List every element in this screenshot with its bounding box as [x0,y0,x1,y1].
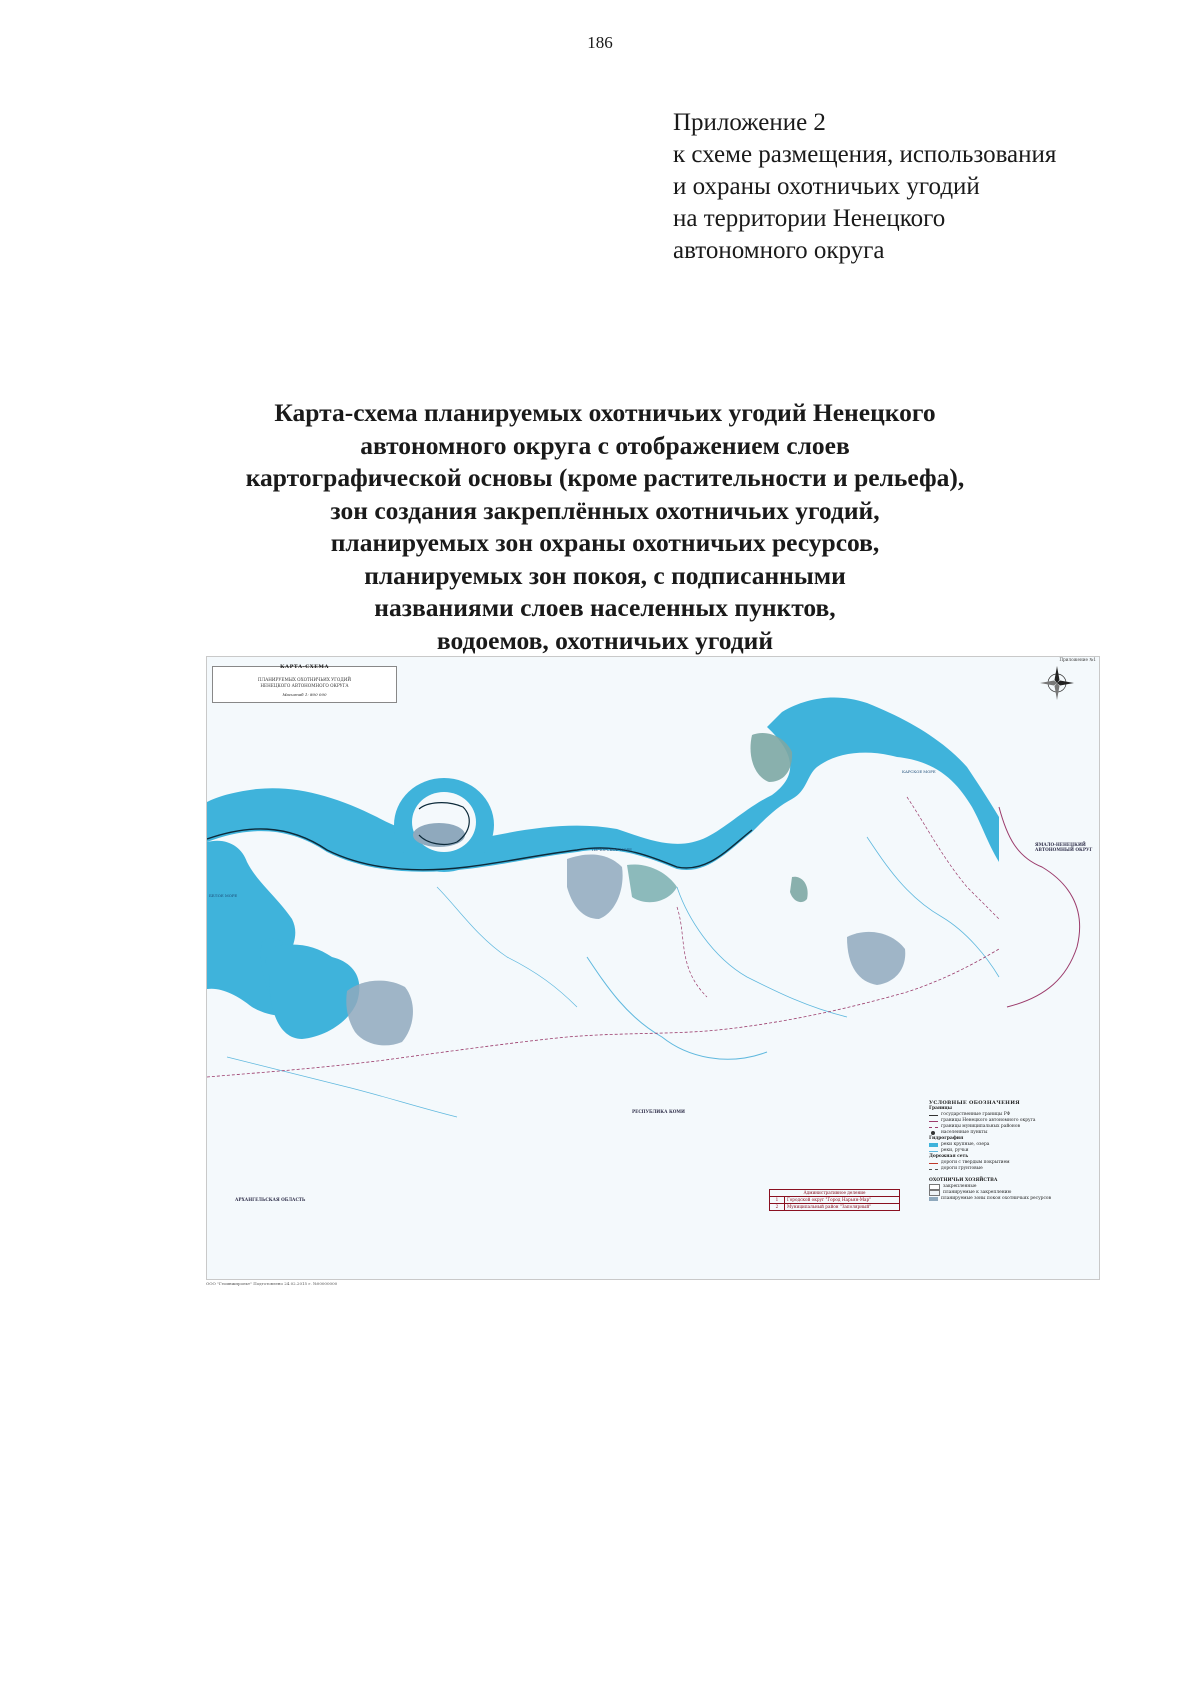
appendix-block [673,107,1056,267]
legend-label: дороги с твердым покрытием [941,1160,1010,1165]
sheet-code: Приложение №1 [1059,657,1096,662]
region-label-komi: РЕСПУБЛИКА КОМИ [632,1109,685,1114]
title-line: названиями слоев населенных пунктов, [374,593,836,622]
legend-label: планируемые зоны покоя охотничьих ресурсов [941,1196,1052,1201]
appendix-line: и охраны охотничьих угодий [673,173,980,200]
map-footer-note: ООО "Геоинжпроект" Подготовлено 24.02.2015 г. №00000000 [206,1281,338,1286]
legend-swatch [929,1143,938,1147]
legend-swatch [929,1115,938,1116]
legend-section-title: ОХОТНИЧЬИ ХОЗЯЙСТВА [929,1178,998,1183]
appendix-line: на территории Ненецкого [673,205,946,232]
legend-swatch [929,1127,938,1128]
legend-label: реки, ручьи [941,1148,969,1153]
legend-label: закрепленные [943,1184,977,1189]
admin-table-name: Муниципальный район "Заполярный" [785,1204,900,1211]
legend-label: дороги грунтовые [941,1166,983,1171]
title-line: планируемых зон охраны охотничьих ресурсов, [330,528,880,557]
legend-section-title: Границы [929,1106,953,1111]
legend-label: государственные границы РФ [941,1112,1011,1117]
map-header [212,666,397,703]
title-line: автономного округа с отображением слоев [360,430,850,460]
legend-heading: УСЛОВНЫЕ ОБОЗНАЧЕНИЯ [929,1100,1020,1106]
admin-table-heading: Административное деление [770,1190,900,1197]
legend-label: населенные пункты [941,1130,988,1135]
title-line: водоемов, охотничьих угодий [436,625,774,655]
legend-swatch [929,1169,938,1170]
document-title [150,397,1060,657]
legend-row [929,1196,1097,1202]
title-line: зон создания закреплённых охотничьих угодий, [330,495,880,525]
map-legend [929,1100,1097,1202]
legend-swatch [931,1131,935,1135]
appendix-line: Приложение 2 [673,109,826,136]
admin-table-number: 2 [770,1204,785,1211]
sea-label-white: БЕЛОЕ МОРЕ [209,893,238,898]
table-row [770,1197,900,1204]
map-frame [206,656,1100,1280]
map-header-subtitle-line: НЕНЕЦКОГО АВТОНОМНОГО ОКРУГА [260,682,349,688]
appendix-line: к схеме размещения, использования [673,141,1057,168]
legend-section-title: Гидрография [929,1136,964,1141]
title-line: картографической основы (кроме растительности и рельефа), [245,463,965,492]
legend-label: границы Ненецкого автономного округа [941,1118,1036,1123]
admin-table-number: 1 [770,1197,785,1204]
hunting-zone [413,823,465,847]
legend-swatch [929,1163,938,1164]
legend-section-title: Дорожная сеть [929,1154,969,1159]
table-row [770,1204,900,1211]
sea-label-pechora: ПЕЧОРСКОЕ МОРЕ [592,847,632,852]
legend-label: планируемые к закреплению [943,1190,1012,1195]
title-line: планируемых зон покоя, с подписанными [364,560,846,590]
map-scale: Масштаб 1: 800 000 [282,692,327,697]
region-label-yamal: ЯМАЛО-НЕНЕЦКИЙ АВТОНОМНЫЙ ОКРУГ [1035,842,1093,852]
legend-label: границы муниципальных районов [941,1124,1020,1129]
admin-table [769,1189,900,1211]
title-line: Карта-схема планируемых охотничьих угодий Ненецкого [274,398,936,427]
map-header-subtitle [213,677,396,688]
table-row [770,1190,900,1197]
legend-swatch [929,1121,938,1122]
legend-swatch [929,1151,938,1152]
map-header-heading: КАРТА-СХЕМА [279,664,330,670]
region-label-arkhangelsk: АРХАНГЕЛЬСКАЯ ОБЛАСТЬ [235,1197,306,1202]
page-number: 186 [587,33,613,52]
admin-table-name: Городской округ "Город Нарьян-Мар" [785,1197,900,1204]
appendix-line: автономного округа [673,237,885,264]
map-header-subtitle-line: ПЛАНИРУЕМЫХ ОХОТНИЧЬИХ УГОДИЙ [257,677,352,682]
legend-swatch [929,1190,940,1196]
legend-label: реки крупные, озера [941,1142,990,1147]
sea-label-kara: КАРСКОЕ МОРЕ [902,769,936,774]
legend-swatch [929,1197,938,1201]
